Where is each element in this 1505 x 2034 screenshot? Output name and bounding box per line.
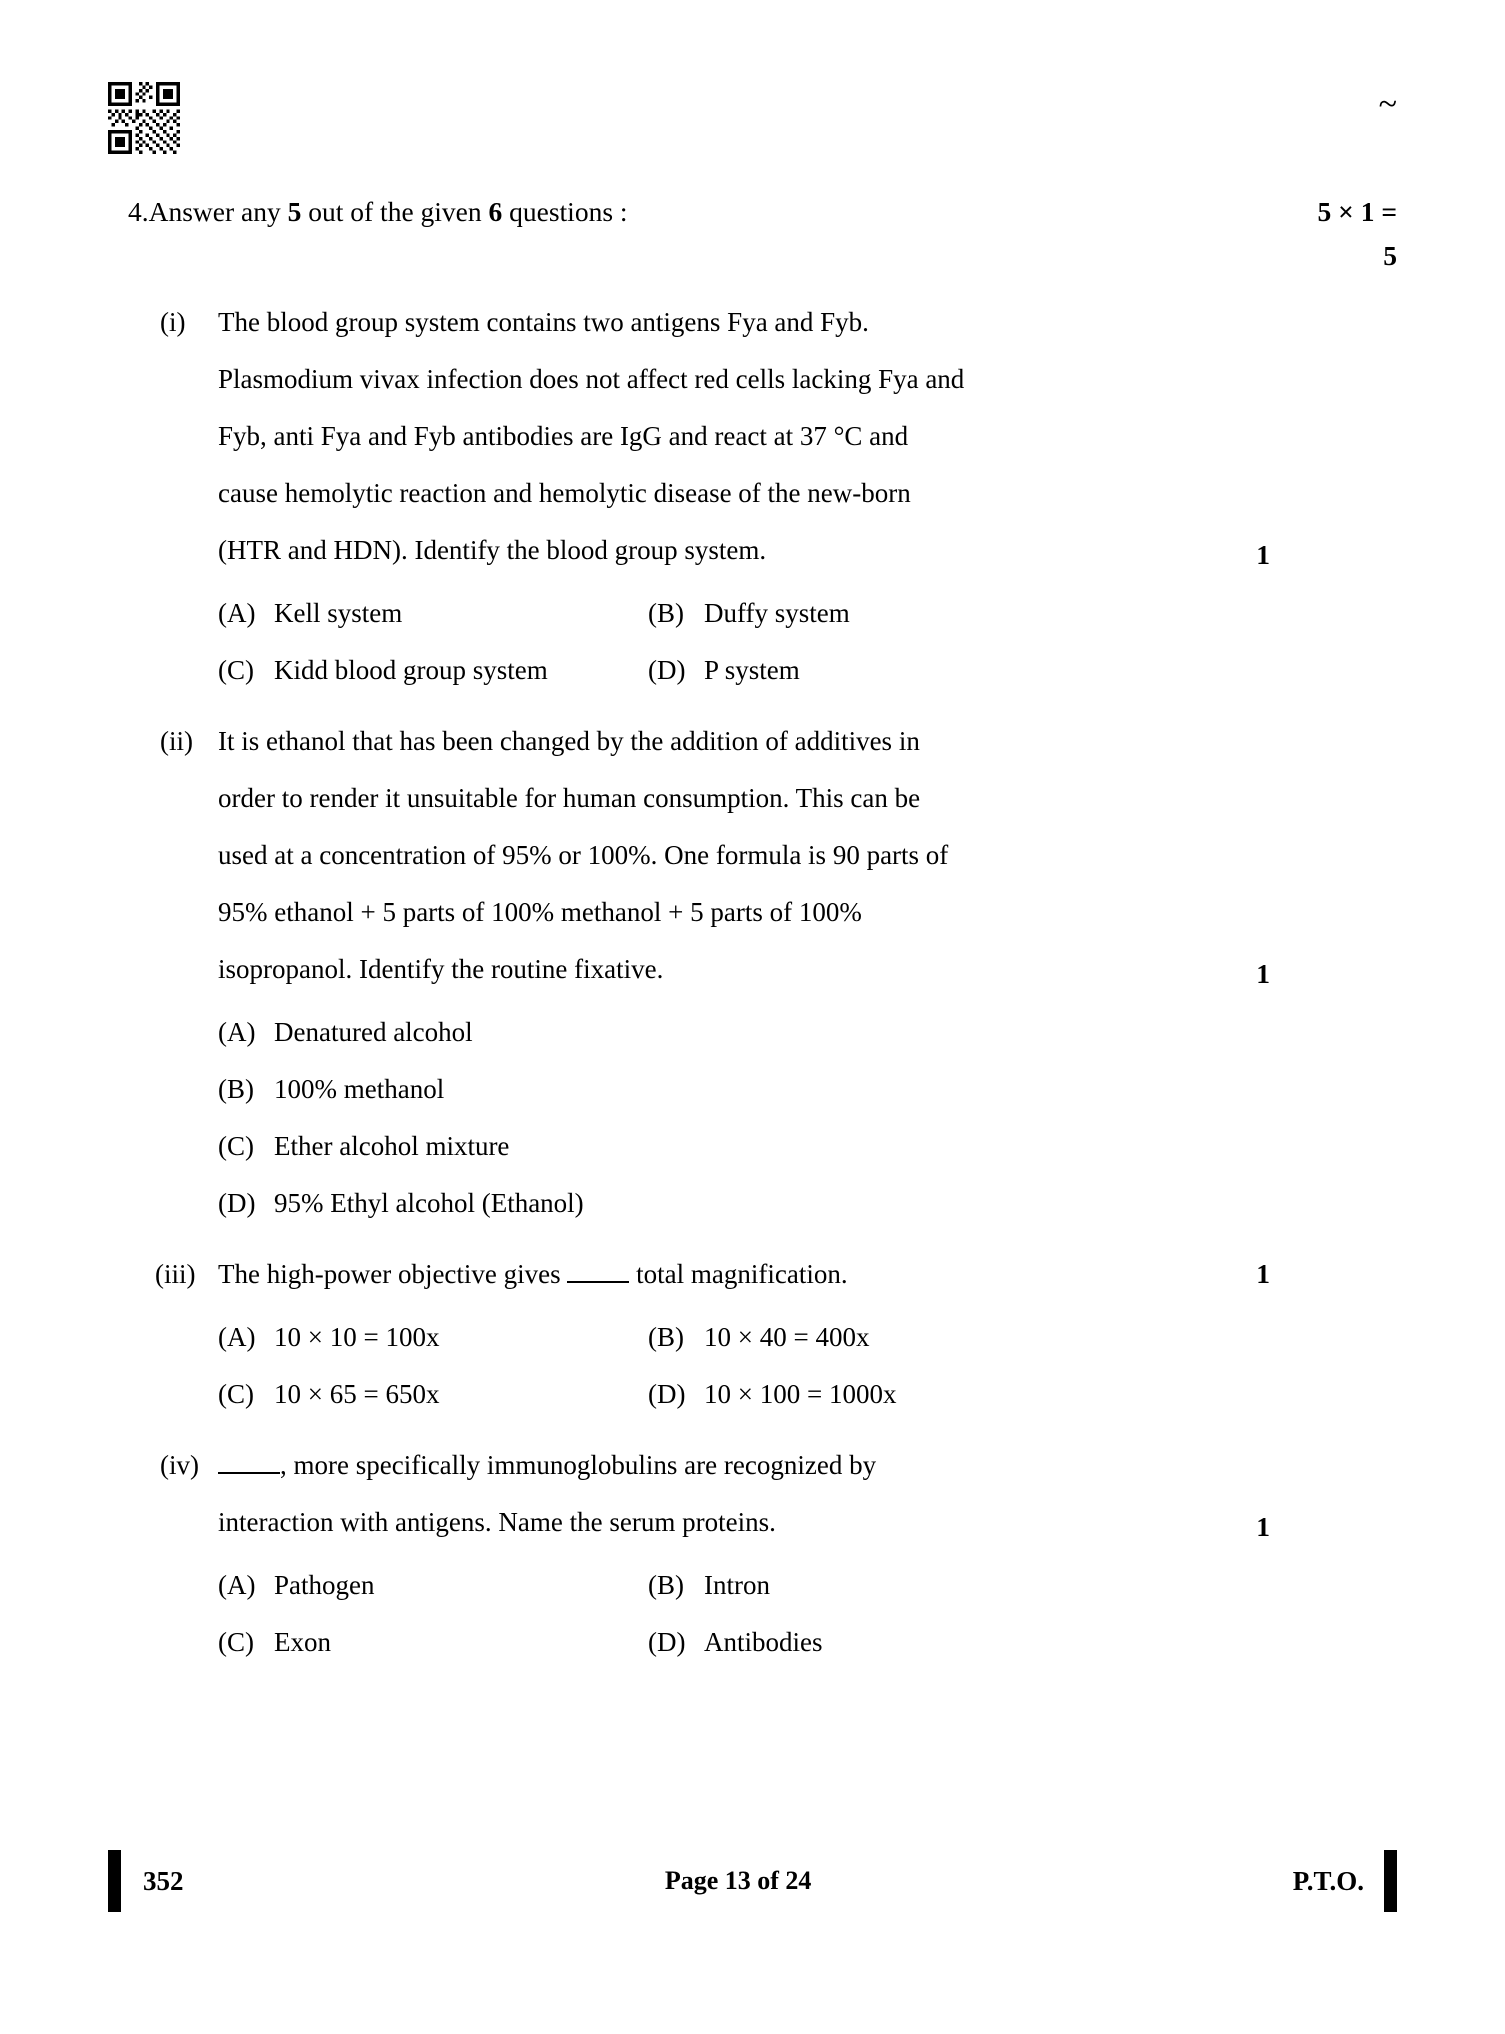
option-label: 10 × 100 = 1000x (704, 1379, 897, 1409)
option-key: (D) (648, 1627, 686, 1657)
option-label: Exon (274, 1627, 331, 1657)
question-instruction (149, 190, 1315, 234)
option-label: 10 × 10 = 100x (274, 1322, 440, 1352)
option-key: (B) (648, 598, 684, 628)
option-label: Kidd blood group system (274, 655, 548, 685)
option-key: (A) (218, 1322, 256, 1352)
option-row (218, 642, 1505, 699)
option-row (218, 1061, 1505, 1118)
question-line (218, 1437, 1228, 1494)
option-label: 100% methanol (274, 1074, 445, 1104)
option-row (218, 1557, 1505, 1614)
sub-question-marks: 1 (1256, 1258, 1270, 1289)
instruction-bold-5: 5 (287, 196, 302, 227)
option-key: (A) (218, 1570, 256, 1600)
option-row (218, 1175, 1505, 1232)
option-label: Intron (704, 1570, 770, 1600)
question-line: cause hemolytic reaction and hemolytic disease of the new-born (218, 478, 911, 508)
options-i (0, 585, 1505, 699)
option-key: (A) (218, 1017, 256, 1047)
option-row (218, 1004, 1505, 1061)
pto-label: P.T.O. (1292, 1865, 1364, 1896)
option-label: Pathogen (274, 1570, 375, 1600)
option-key: (D) (648, 1379, 686, 1409)
question-line: 95% ethanol + 5 parts of 100% methanol + 5 parts of 100% (218, 897, 862, 927)
option-b[interactable] (648, 585, 1078, 642)
option-c[interactable] (218, 1614, 648, 1671)
question-text-before-blank: The high-power objective gives (218, 1259, 568, 1289)
question-line: used at a concentration of 95% or 100%. One formula is 90 parts of (218, 840, 949, 870)
sub-question-ii (0, 713, 1505, 998)
option-c[interactable] (218, 642, 648, 699)
sub-question-label: (iii) (155, 1259, 196, 1289)
option-key: (D) (648, 655, 686, 685)
question-marks: 5 × 1 = 5 (1317, 196, 1397, 271)
sub-question-marks: 1 (1256, 958, 1270, 989)
footer-left-bar (108, 1850, 121, 1912)
question-line: It is ethanol that has been changed by the addition of additives in (218, 726, 920, 756)
option-label: Ether alcohol mixture (274, 1131, 510, 1161)
fill-in-blank (567, 1281, 629, 1283)
sub-question-body (218, 713, 1228, 998)
question-line: (HTR and HDN). Identify the blood group system. (218, 535, 767, 565)
option-key: (B) (648, 1570, 684, 1600)
sub-question-label: (iv) (160, 1450, 199, 1480)
instruction-part-3: questions : (502, 196, 628, 227)
option-label: 10 × 40 = 400x (704, 1322, 870, 1352)
question-line: interaction with antigens. Name the serum proteins. (218, 1507, 776, 1537)
option-key: (C) (218, 655, 254, 685)
options-ii (0, 1004, 1505, 1232)
option-row (218, 585, 1505, 642)
option-key: (C) (218, 1379, 254, 1409)
option-label: Duffy system (704, 598, 850, 628)
qr-code-icon (108, 82, 180, 154)
question-heading-row (0, 190, 1505, 278)
option-a[interactable] (218, 1004, 1505, 1061)
option-d[interactable] (218, 1175, 1505, 1232)
fill-in-blank (218, 1472, 280, 1474)
footer-right-bar (1384, 1850, 1397, 1912)
option-key: (A) (218, 598, 256, 628)
option-a[interactable] (218, 1557, 648, 1614)
question-line: Fyb, anti Fya and Fyb antibodies are IgG and react at 37 °C and (218, 421, 909, 451)
option-label: P system (704, 655, 800, 685)
options-iv (0, 1557, 1505, 1671)
option-c[interactable] (218, 1366, 648, 1423)
option-key: (B) (218, 1074, 254, 1104)
page-number: Page 13 of 24 (664, 1866, 812, 1895)
instruction-part-2: out of the given (301, 196, 489, 227)
option-row (218, 1366, 1505, 1423)
option-key: (C) (218, 1131, 254, 1161)
option-d[interactable] (648, 1366, 1078, 1423)
sub-question-body (218, 294, 1228, 579)
option-key: (B) (648, 1322, 684, 1352)
option-key: (C) (218, 1627, 254, 1657)
question-line (218, 1246, 1228, 1303)
option-label: Antibodies (704, 1627, 823, 1657)
sub-question-marks: 1 (1256, 539, 1270, 570)
option-a[interactable] (218, 585, 648, 642)
option-c[interactable] (218, 1118, 1505, 1175)
question-content (0, 190, 1505, 1671)
question-line: The blood group system contains two antigens Fya and Fyb. (218, 307, 869, 337)
sub-question-i (0, 294, 1505, 579)
option-row (218, 1309, 1505, 1366)
option-b[interactable] (218, 1061, 1505, 1118)
page-footer (108, 1850, 1397, 1912)
option-d[interactable] (648, 642, 1078, 699)
question-line: Plasmodium vivax infection does not affect red cells lacking Fya and (218, 364, 965, 394)
sub-question-label: (i) (160, 307, 186, 337)
instruction-bold-6: 6 (488, 196, 503, 227)
question-line: order to render it unsuitable for human consumption. This can be (218, 783, 921, 813)
option-label: 10 × 65 = 650x (274, 1379, 440, 1409)
question-text-after-blank: total magnification. (629, 1259, 848, 1289)
option-d[interactable] (648, 1614, 1078, 1671)
option-label: 95% Ethyl alcohol (Ethanol) (274, 1188, 584, 1218)
option-row (218, 1614, 1505, 1671)
option-b[interactable] (648, 1557, 1078, 1614)
corner-mark: ~ (1378, 86, 1397, 123)
option-a[interactable] (218, 1309, 648, 1366)
options-iii (0, 1309, 1505, 1423)
sub-question-iv (0, 1437, 1505, 1551)
instruction-part-1: Answer any (148, 196, 288, 227)
sub-question-iii (0, 1246, 1505, 1303)
question-line: isopropanol. Identify the routine fixative. (218, 954, 664, 984)
sub-question-marks: 1 (1256, 1511, 1270, 1542)
option-label: Kell system (274, 598, 403, 628)
option-row (218, 1118, 1505, 1175)
paper-code: 352 (143, 1865, 184, 1896)
option-key: (D) (218, 1188, 256, 1218)
sub-question-body (218, 1437, 1228, 1551)
sub-question-body (218, 1246, 1228, 1303)
option-label: Denatured alcohol (274, 1017, 473, 1047)
option-b[interactable] (648, 1309, 1078, 1366)
question-number: 4. (128, 196, 149, 227)
question-text-after-blank: , more specifically immunoglobulins are recognized by (280, 1450, 877, 1480)
sub-question-label: (ii) (160, 726, 193, 756)
